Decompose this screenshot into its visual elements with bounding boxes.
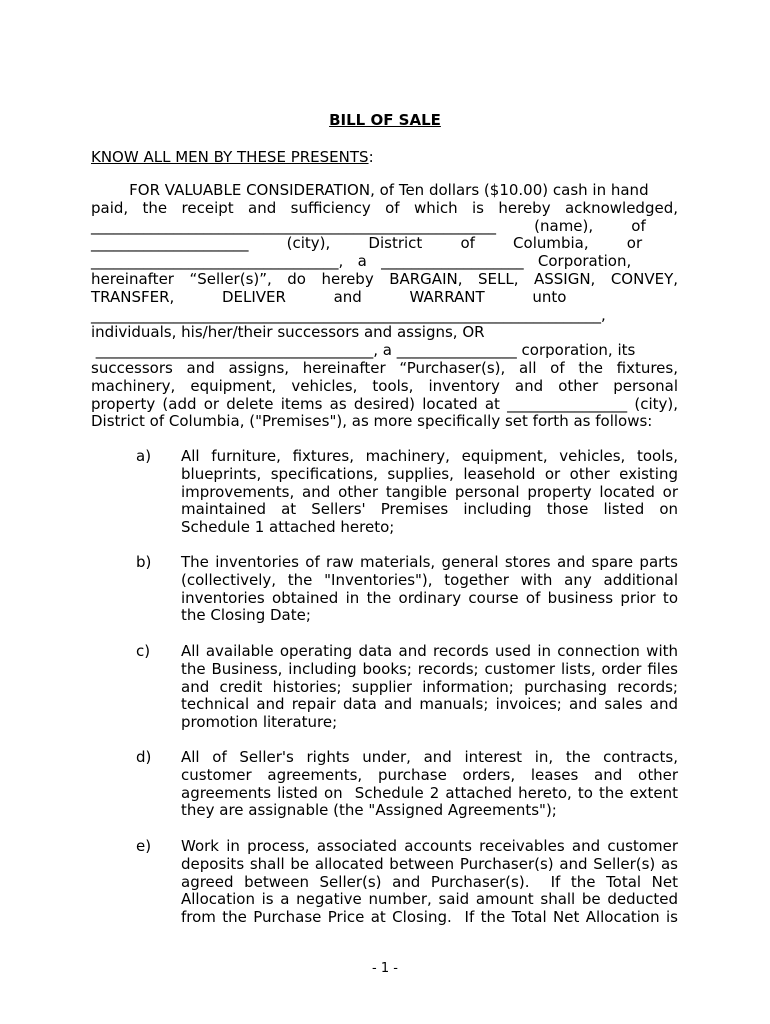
intro-line: District of Columbia, ("Premises"), as more specifically set forth as follows:: [91, 412, 653, 431]
document-title: BILL OF SALE: [329, 111, 441, 129]
item-line: Work in process, associated accounts receivables and customer: [181, 837, 678, 855]
item-line: promotion literature;: [181, 713, 338, 732]
intro-line: FOR VALUABLE CONSIDERATION, of Ten dollars ($10.00) cash in hand: [91, 181, 649, 199]
item-line: agreed between Seller(s) and Purchaser(s). If the Total Net: [181, 872, 678, 891]
intro-line: hereinafter “Seller(s)”, do hereby BARGAIN, SELL, ASSIGN, CONVEY,: [91, 269, 678, 288]
intro-line: ____________________________________________________________________,: [91, 305, 606, 324]
list-item-text: [181, 643, 678, 732]
item-line: Allocation is a negative number, said amount shall be deducted: [181, 890, 678, 909]
intro-line: successors and assigns, hereinafter “Purchaser(s), all of the fixtures,: [91, 358, 678, 377]
know-all-colon: :: [368, 148, 374, 166]
item-line: (collectively, the "Inventories"), together with any additional: [181, 570, 678, 589]
list-item-label: a): [136, 447, 152, 465]
item-line: the Business, including books; records; customer lists, order files: [181, 659, 678, 678]
list-item-text: [181, 554, 678, 625]
intro-line: property (add or delete items as desired) located at ________________ (city),: [91, 394, 678, 413]
intro-line: paid, the receipt and sufficiency of which is hereby acknowledged,: [91, 198, 678, 217]
item-line: technical and repair data and manuals; invoices; and sales and: [181, 695, 678, 714]
know-all-text: KNOW ALL MEN BY THESE PRESENTS: [91, 148, 369, 166]
item-line: All of Seller's rights under, and interest in, the contracts,: [181, 748, 678, 766]
intro-line: ______________________________________________________ (name), of: [91, 216, 646, 235]
intro-line: _____________________ (city), District of Columbia, or: [91, 234, 643, 253]
list-item-text: [181, 448, 678, 537]
item-line: agreements listed on Schedule 2 attached hereto, to the extent: [181, 783, 678, 802]
list-item-label: c): [136, 642, 151, 660]
item-line: Schedule 1 attached hereto;: [181, 518, 395, 537]
item-line: improvements, and other tangible personal property located or: [181, 482, 678, 501]
list-item-label: d): [136, 748, 152, 766]
intro-line: TRANSFER, DELIVER and WARRANT unto: [91, 287, 567, 306]
item-line: customer agreements, purchase orders, leases and other: [181, 765, 678, 784]
list-item-label: e): [136, 837, 152, 855]
intro-line: machinery, equipment, vehicles, tools, inventory and other personal: [91, 376, 678, 395]
item-line: inventories obtained in the ordinary course of business prior to: [181, 588, 678, 607]
intro-line: _________________________________, a ___________________ Corporation,: [91, 252, 632, 271]
list-item-label: b): [136, 553, 152, 571]
item-line: The inventories of raw materials, general stores and spare parts: [181, 553, 678, 571]
item-line: All available operating data and records used in connection with: [181, 642, 678, 660]
intro-line: individuals, his/her/their successors and assigns, OR: [91, 323, 485, 342]
item-line: they are assignable (the "Assigned Agreements");: [181, 801, 557, 820]
item-line: All furniture, fixtures, machinery, equipment, vehicles, tools,: [181, 447, 678, 465]
know-all-heading: [91, 148, 374, 166]
item-line: the Closing Date;: [181, 606, 311, 625]
page-number: - 1 -: [372, 961, 398, 976]
item-line: from the Purchase Price at Closing. If the Total Net Allocation is: [181, 908, 678, 927]
intro-line: _____________________________________, a ________________ corporation, its: [91, 341, 636, 360]
list-item-text: [181, 749, 678, 820]
item-line: deposits shall be allocated between Purchaser(s) and Seller(s) as: [181, 854, 678, 873]
intro-paragraph: [91, 182, 678, 431]
list-item-text: [181, 838, 678, 927]
item-line: maintained at Sellers' Premises including those listed on: [181, 500, 678, 519]
item-line: blueprints, specifications, supplies, leasehold or other existing: [181, 464, 678, 483]
item-line: and credit histories; supplier information; purchasing records;: [181, 677, 678, 696]
